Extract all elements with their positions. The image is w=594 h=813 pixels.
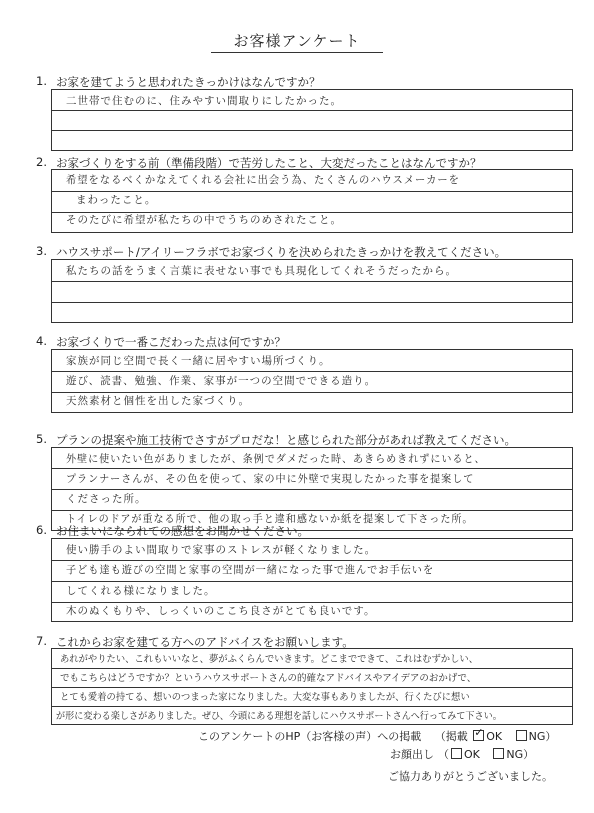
answer-5-line-3: くださった所。 (66, 493, 147, 505)
answer-box-2 (51, 169, 573, 233)
answer-6-line-2: 子ども達も遊びの空間と家事の空間が一緒になった事で進んでお手伝いを (66, 564, 435, 576)
answer-2-line-3: そのたびに希望が私たちの中でうちのめされたこと。 (66, 214, 342, 226)
answer-7-line-2: でもこちらはどうですか？というハウスサポートさんの的確なアドバイスやアイデアのおかげで、 (60, 673, 477, 684)
hp-ng-checkbox[interactable] (516, 730, 527, 741)
answer-2-line-1: 希望をなるべくかなえてくれる会社に出会う為、たくさんのハウスメーカーを (66, 174, 460, 186)
face-consent-row: お顔出し (390, 748, 434, 761)
answer-box-3 (51, 259, 573, 323)
face-ng-checkbox[interactable] (493, 748, 504, 759)
answer-6-line-3: してくれる様になりました。 (66, 585, 216, 597)
answer-box-1 (51, 89, 573, 151)
answer-5-line-2: プランナーさんが、その色を使って、家の中に外壁で実現したかった事を提案して (66, 473, 475, 485)
answer-4-line-2: 遊び、読書、勉強、作業、家事が一つの空間でできる造り。 (66, 375, 377, 387)
answer-box-5 (51, 447, 573, 531)
page-title: お客様アンケート (0, 30, 594, 51)
answer-box-4 (51, 349, 573, 413)
hp-ok-checkbox[interactable] (473, 730, 484, 741)
answer-5-line-1: 外壁に使いたい色がありましたが、条例でダメだった時、あきらめきれずにいると、 (66, 453, 486, 465)
answer-1-line-1: 二世帯で住むのに、住みやすい間取りにしたかった。 (66, 95, 342, 107)
face-options-row: （ OK NG） (438, 748, 535, 761)
answer-3-line-1: 私たちの話をうまく言葉に表せない事でも具現化してくれそうだったから。 (66, 265, 457, 277)
answer-7-line-3: とても愛着の持てる、想いのつまった家になりました。大変な事もありましたが、行くたびに想い (60, 692, 470, 703)
answer-7-line-4: が形に変わる楽しさがありました。ぜひ、今頭にある理想を話しにハウスサポートさんへ行ってみて下さい。 (56, 711, 502, 722)
answer-6-line-1: 使い勝手のよい間取りで家事のストレスが軽くなりました。 (66, 544, 377, 556)
hp-consent-row: このアンケートのHP（お客様の声）への掲載 （掲載 ✓ OK NG） (198, 728, 556, 744)
answer-7-line-1: あれがやりたい、これもいいなと、夢がふくらんでいきます。どこまでできて、これはむずかしい、 (60, 654, 479, 665)
answer-2-line-2: まわったこと。 (76, 194, 157, 206)
thanks-text: ご協力ありがとうございました。 (388, 770, 553, 783)
answer-4-line-3: 天然素材と個性を出した家づくり。 (66, 395, 250, 407)
answer-6-line-4: 木のぬくもりや、しっくいのここち良さがとても良いです。 (66, 605, 376, 617)
answer-box-7 (51, 648, 573, 725)
face-ok-checkbox[interactable] (451, 748, 462, 759)
answer-5-line-4: トイレのドアが重なる所で、他の取っ手と違和感ないか紙を提案して下さった所。 (66, 513, 474, 525)
answer-4-line-1: 家族が同じ空間で長く一緒に居やすい場所づくり。 (66, 355, 331, 367)
answer-box-6 (51, 538, 573, 622)
